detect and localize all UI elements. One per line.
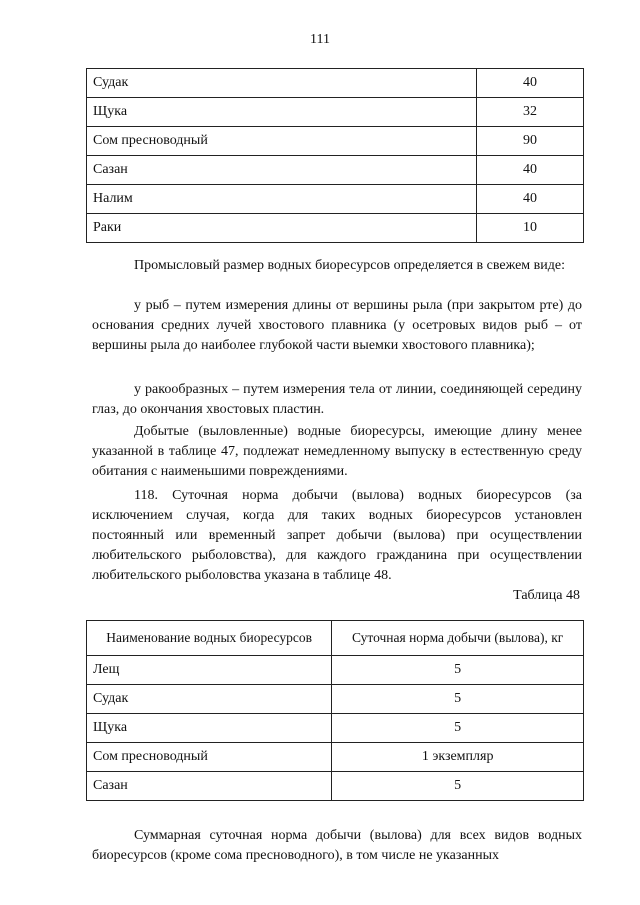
table-row: [87, 772, 584, 801]
table-row: [87, 98, 584, 127]
paragraph-total-norm: Суммарная суточная норма добычи (вылова) для всех видов водных биоресурсов (кроме сома пресноводного), в том числе не указанных: [92, 828, 582, 863]
table-caption: Таблица 48: [513, 588, 580, 603]
row-value: 90: [477, 127, 584, 156]
paragraph-size-definition: Промысловый размер водных биоресурсов определяется в свежем виде:: [134, 258, 565, 273]
row-value: 5: [332, 714, 584, 743]
table-row: [87, 214, 584, 243]
row-name: Щука: [87, 98, 477, 127]
row-name: Сазан: [87, 156, 477, 185]
length-table-continued: [86, 68, 584, 243]
paragraph-crustacean-measurement: у ракообразных – путем измерения тела от линии, соединяющей середину глаз, до окончания хвостовых пластин.: [92, 382, 582, 417]
row-value: 40: [477, 185, 584, 214]
table-row: [87, 743, 584, 772]
row-value: 40: [477, 156, 584, 185]
row-value: 5: [332, 656, 584, 685]
row-value: 5: [332, 772, 584, 801]
row-name: Щука: [87, 714, 332, 743]
row-name: Судак: [87, 69, 477, 98]
paragraph-fish-measurement: у рыб – путем измерения длины от вершины рыла (при закрытом рте) до основания средних лучей хвостового плавника (у осетровых видов рыб – от вершины рыла до наиболее глубокой части выемки хвостового плавника);: [92, 298, 582, 353]
row-value: 40: [477, 69, 584, 98]
paragraph-release-rule: Добытые (выловленные) водные биоресурсы, имеющие длину менее указанной в таблице 47, подлежат немедленному выпуску в естественную среду обитания с наименьшими повреждениями.: [92, 424, 582, 479]
page-number: 111: [310, 32, 330, 47]
table-row: [87, 127, 584, 156]
daily-norm-table: [86, 620, 584, 801]
table-row: [87, 656, 584, 685]
row-name: Судак: [87, 685, 332, 714]
table-row: [87, 185, 584, 214]
row-value: 5: [332, 685, 584, 714]
row-name: Налим: [87, 185, 477, 214]
table-row: [87, 714, 584, 743]
row-name: Сом пресноводный: [87, 743, 332, 772]
row-name: Лещ: [87, 656, 332, 685]
table-header-row: [87, 621, 584, 656]
table-row: [87, 69, 584, 98]
table-row: [87, 685, 584, 714]
row-name: Раки: [87, 214, 477, 243]
row-value: 32: [477, 98, 584, 127]
paragraph-item-118: 118. Суточная норма добычи (вылова) водных биоресурсов (за исключением случая, когда для таких водных биоресурсов установлен постоянный или временный запрет добычи (вылова) при осуществлении любительского рыболовства), для каждого гражданина при осуществлении любительского рыболовства указана в таблице 48.: [92, 488, 582, 583]
table-row: [87, 156, 584, 185]
row-name: Сазан: [87, 772, 332, 801]
row-name: Сом пресноводный: [87, 127, 477, 156]
column-header-norm: Суточная норма добычи (вылова), кг: [332, 621, 584, 656]
column-header-name: Наименование водных биоресурсов: [87, 621, 332, 656]
row-value: 10: [477, 214, 584, 243]
row-value: 1 экземпляр: [332, 743, 584, 772]
